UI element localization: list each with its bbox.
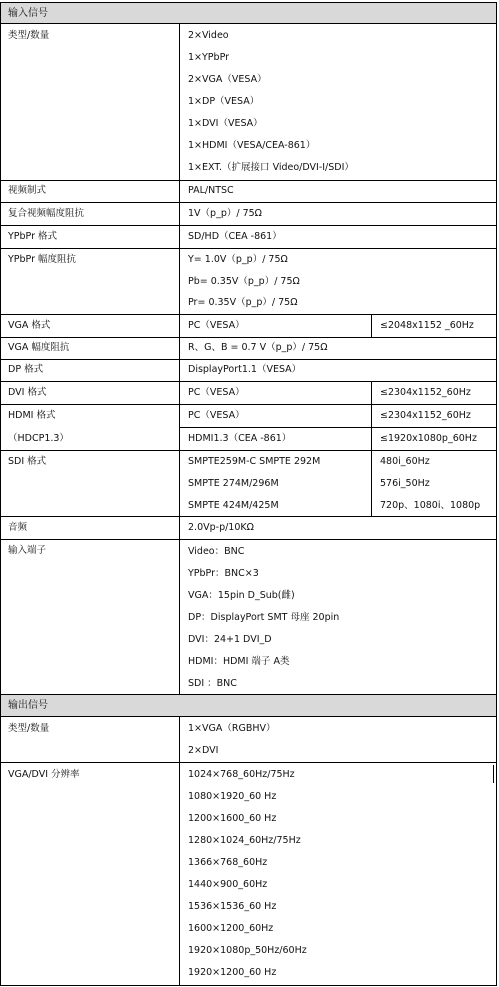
row-dvi-format [0, 382, 497, 405]
value-line: 1×DP（VESA） [188, 96, 260, 107]
row-label: 复合视频幅度阻抗 [8, 208, 85, 219]
row-label: 音频 [8, 522, 28, 533]
row-label: HDMI 格式 [8, 410, 56, 421]
value-cell [180, 451, 372, 516]
row-vga-amplitude [0, 338, 497, 360]
value-line: DisplayPort1.1（VESA） [188, 364, 302, 375]
value-line: 1080×1920_60 Hz [188, 791, 277, 802]
row-label: 视频制式 [8, 185, 47, 196]
row-sdi-format [0, 451, 497, 517]
max-resolution: ≤2304x1152_60Hz [380, 387, 471, 398]
label-cell [1, 540, 180, 694]
value-line: SMPTE259M-C SMPTE 292M [188, 456, 321, 467]
value-line: 1×VGA（RGBHV） [188, 723, 276, 734]
value-line: VGA：15pin D_Sub(雌) [188, 590, 295, 601]
value-line: 2×VGA（VESA） [188, 74, 267, 85]
value-cell [180, 360, 496, 381]
row-output-resolution [0, 763, 497, 986]
value-line: Pr= 0.35V（p_p）/ 75Ω [188, 297, 298, 308]
label-cell [1, 360, 180, 381]
row-ypbpr-format [0, 226, 497, 249]
row-label: 类型/数量 [8, 723, 50, 734]
value-line: SMPTE 274M/296M [188, 478, 279, 489]
row-label: VGA/DVI 分辨率 [8, 769, 80, 780]
row-input-type-qty [0, 24, 497, 181]
value-line: 1600×1200_60Hz [188, 923, 274, 934]
value-cell [180, 763, 496, 985]
value-line: 1920×1080p_50Hz/60Hz [188, 945, 307, 956]
value-line: DP：DisplayPort SMT 母座 20pin [188, 612, 340, 623]
row-label: YPbPr 格式 [8, 231, 58, 242]
value-cell [180, 203, 496, 225]
row-label: 类型/数量 [8, 30, 50, 41]
max-cell [372, 451, 496, 516]
section-header-input [0, 2, 497, 24]
max-resolution: 576i_50Hz [380, 478, 430, 489]
max-resolution: ≤1920x1080p_60Hz [380, 433, 477, 444]
row-composite-amplitude [0, 203, 497, 226]
row-label: SDI 格式 [8, 456, 47, 467]
row-output-type-qty [0, 717, 497, 763]
label-cell [1, 203, 180, 225]
value-line: PC（VESA） [188, 387, 245, 398]
value-cell [180, 338, 496, 359]
value-line: 1×HDMI（VESA/CEA-861） [188, 140, 316, 151]
row-label: VGA 幅度阻抗 [8, 342, 70, 353]
value-line: 2×DVI [188, 745, 219, 756]
value-line: PC（VESA） [188, 320, 245, 331]
value-cell [180, 249, 496, 314]
row-dp-format [0, 360, 497, 382]
value-cell [180, 226, 496, 248]
value-line: PAL/NTSC [188, 185, 234, 196]
row-vga-format [0, 315, 497, 338]
row-divider [180, 427, 496, 428]
value-line: 1×EXT.（扩展接口 Video/DVI-I/SDI） [188, 162, 354, 173]
value-line: Video：BNC [188, 546, 245, 557]
label-cell [1, 451, 180, 516]
text-cursor-mark [493, 765, 494, 783]
max-resolution: 720p、1080i、1080p [380, 500, 481, 511]
value-cell [180, 24, 496, 180]
row-hdmi-format [0, 405, 497, 451]
value-line: Y= 1.0V（p_p）/ 75Ω [188, 254, 288, 265]
value-cell [180, 382, 372, 404]
row-video-standard [0, 181, 497, 203]
label-cell [1, 315, 180, 337]
label-cell [1, 405, 180, 450]
value-cell [180, 717, 496, 762]
value-line: HDMI：HDMI 端子 A类 [188, 656, 290, 667]
row-audio [0, 517, 497, 540]
section-title-input: 输入信号 [8, 8, 48, 19]
max-resolution: 480i_60Hz [380, 456, 430, 467]
value-line: HDMI1.3（CEA -861） [188, 433, 292, 444]
label-cell [1, 763, 180, 985]
row-label: DVI 格式 [8, 387, 47, 398]
label-cell [1, 717, 180, 762]
value-line: 2×Video [188, 30, 229, 41]
value-line: 1366×768_60Hz [188, 857, 268, 868]
value-line: 1440×900_60Hz [188, 879, 268, 890]
row-label: YPbPr 幅度阻抗 [8, 254, 77, 265]
label-cell [1, 181, 180, 202]
value-line: R、G、B = 0.7 V（p_p）/ 75Ω [188, 342, 328, 353]
max-resolution: ≤2304x1152_60Hz [380, 410, 471, 421]
row-ypbpr-amplitude [0, 249, 497, 315]
row-label: DP 格式 [8, 364, 44, 375]
label-cell [1, 226, 180, 248]
row-input-ports [0, 540, 497, 695]
value-cell [180, 517, 496, 539]
label-cell [1, 24, 180, 180]
value-line: PC（VESA） [188, 410, 245, 421]
label-cell [1, 382, 180, 404]
value-line: 1×YPbPr [188, 52, 230, 63]
max-cell [372, 315, 496, 337]
value-line: DVI：24+1 DVI_D [188, 634, 272, 645]
row-label-sub: （HDCP1.3） [8, 433, 69, 444]
value-line: SMPTE 424M/425M [188, 500, 279, 511]
value-line: SD/HD（CEA -861） [188, 231, 282, 242]
value-line: 1200×1600_60 Hz [188, 813, 277, 824]
section-title-output: 输出信号 [8, 700, 48, 711]
value-line: 2.0Vp-p/10KΩ [188, 522, 254, 533]
value-line: YPbPr：BNC×3 [188, 568, 259, 579]
max-resolution: ≤2048x1152 _60Hz [380, 320, 474, 331]
label-cell [1, 517, 180, 539]
row-label: 输入端子 [8, 545, 47, 556]
max-cell [372, 382, 496, 404]
label-cell [1, 249, 180, 314]
row-label: VGA 格式 [8, 320, 51, 331]
section-header-output [0, 695, 497, 717]
value-cell [180, 315, 372, 337]
value-line: 1×DVI（VESA） [188, 118, 263, 129]
value-line: 1V（p_p）/ 75Ω [188, 208, 262, 219]
value-line: 1024×768_60Hz/75Hz [188, 769, 295, 780]
value-line: 1920×1200_60 Hz [188, 967, 277, 978]
value-cell [180, 181, 496, 202]
value-line: SDI ：BNC [188, 678, 237, 689]
value-line: Pb= 0.35V（p_p）/ 75Ω [188, 276, 300, 287]
value-line: 1280×1024_60Hz/75Hz [188, 835, 301, 846]
value-line: 1536×1536_60 Hz [188, 901, 277, 912]
label-cell [1, 338, 180, 359]
value-cell [180, 540, 496, 694]
